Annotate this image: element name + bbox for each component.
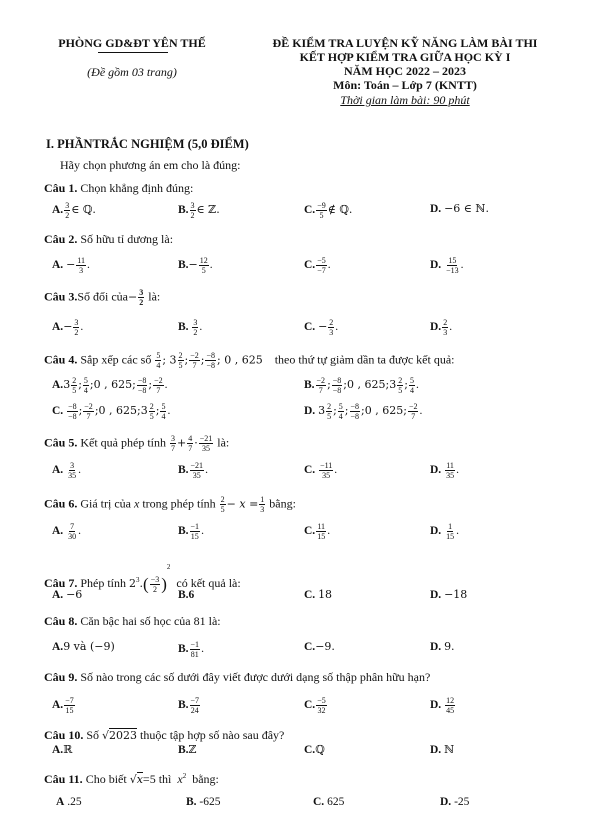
q10-option-a[interactable]: A.ℝ — [52, 743, 73, 756]
q2-option-c[interactable]: C. $\frac{-5}{-7}$ . — [304, 256, 331, 275]
q8-option-c[interactable]: C.−9. — [304, 640, 335, 653]
q6-option-b[interactable]: B. $\frac{-1}{15}$ . — [178, 522, 204, 541]
exam-time: Thời gian làm bài: 90 phút — [340, 93, 470, 107]
q7-option-a[interactable]: A. −6 — [52, 588, 83, 601]
q9-option-d[interactable]: D. $\frac{12}{45}$ — [430, 696, 455, 715]
question-7: Câu 7. Phép tính $2^3$.( $\frac{-3}{2}$ )$^2$ có kết quả là: — [44, 563, 241, 594]
question-text: Chọn khẳng định đúng: — [80, 181, 194, 195]
q11-option-d[interactable]: D. -25 — [440, 796, 470, 808]
question-10: Câu 10. Số √2023 thuộc tập hợp số nào sau đây? — [44, 728, 285, 742]
q7-option-b[interactable]: B.6 — [178, 589, 195, 601]
q11-option-c[interactable]: C. 625 — [313, 796, 345, 808]
q6-option-c[interactable]: C. $\frac{11}{15}$ . — [304, 522, 331, 541]
q1-option-d[interactable]: D. −6 ∈ ℕ. — [430, 202, 489, 215]
q11-option-a[interactable]: A .25 — [56, 796, 82, 808]
q3-option-b[interactable]: B. $\frac{3}{2}$ . — [178, 318, 203, 337]
q5-option-d[interactable]: D. $\frac{11}{35}$ . — [430, 461, 459, 480]
question-1 — [44, 181, 193, 195]
question-6: Câu 6. Giá trị của x trong phép tính $\frac{2}{5}$ − x = $\frac{1}{3}$ bằng: — [44, 495, 296, 514]
org-underline — [98, 52, 168, 53]
q5-option-c[interactable]: C. $\frac{-11}{35}$ . — [304, 461, 338, 480]
exam-title-1: ĐỀ KIỂM TRA LUYỆN KỸ NĂNG LÀM BÀI THI — [272, 36, 538, 50]
question-5: Câu 5. Kết quả phép tính $\frac{3}{7}$ + $\frac{4}{7}$ · $\frac{-21}{35}$ là: — [44, 434, 230, 453]
exam-subject: Môn: Toán – Lớp 7 (KNTT) — [333, 78, 477, 92]
question-9: Câu 9. Số nào trong các số dưới đây viết được dưới dạng số thập phân hữu hạn? — [44, 670, 431, 684]
q10-option-b[interactable]: B.ℤ — [178, 743, 197, 756]
q1-option-b[interactable]: B. $\frac{3}{2}$ ∈ ℤ. — [178, 201, 220, 220]
q9-option-b[interactable]: B. $\frac{-7}{24}$ — [178, 696, 200, 715]
question-11: Câu 11. Cho biết √x=5 thì $x^2$ bằng: — [44, 772, 219, 786]
q9-option-a[interactable]: A. $\frac{-7}{15}$ — [52, 696, 74, 715]
q3-option-a[interactable]: A.− $\frac{3}{2}$ . — [52, 318, 84, 337]
q7-option-c[interactable]: C. 18 — [304, 588, 333, 601]
q5-option-b[interactable]: B. $\frac{-21}{35}$ . — [178, 461, 208, 480]
org-name: PHÒNG GD&ĐT YÊN THẾ — [58, 36, 206, 50]
exam-year: NĂM HỌC 2022 – 2023 — [344, 64, 466, 78]
q9-option-c[interactable]: C. $\frac{-5}{32}$ — [304, 696, 326, 715]
q2-option-a[interactable]: A. − $\frac{11}{3}$ . — [52, 256, 90, 275]
section-instruction: Hãy chọn phương án em cho là đúng: — [60, 158, 241, 172]
q4-option-c[interactable]: C. $\frac{-8}{-8}$ ; $\frac{-2}{7}$ ;0 , 625;3 $\frac{2}{5}$ ; $\frac{5}{4}$ . — [52, 402, 171, 421]
question-8: Câu 8. Căn bậc hai số học của 81 là: — [44, 614, 221, 628]
q8-option-b[interactable]: B. $\frac{-1}{81}$ . — [178, 640, 204, 659]
question-3: Câu 3.Số đối của− $\frac{3}{2}$ là: — [44, 288, 161, 307]
q1-option-a[interactable]: A. $\frac{3}{2}$ ∈ ℚ. — [52, 201, 96, 220]
q5-option-a[interactable]: A. $\frac{3}{35}$ . — [52, 461, 81, 480]
q4-option-d[interactable]: D. 3 $\frac{2}{5}$ ; $\frac{5}{4}$ ; $\frac{-8}{-8}$ ;0 , 625; $\frac{-2}{7}$ . — [304, 402, 423, 421]
q2-option-b[interactable]: B.− $\frac{12}{5}$ . — [178, 256, 213, 275]
q6-option-a[interactable]: A. $\frac{7}{30}$ . — [52, 522, 81, 541]
section-title: I. PHẦNTRẮC NGHIỆM (5,0 ĐIỂM) — [46, 137, 249, 151]
pages-note: (Đề gồm 03 trang) — [87, 65, 177, 79]
q7-option-d[interactable]: D. −18 — [430, 588, 468, 601]
q1-option-c[interactable]: C. $\frac{-9}{5}$ ∉ ℚ. — [304, 201, 353, 220]
q10-option-c[interactable]: C.ℚ — [304, 743, 325, 756]
q4-option-a[interactable]: A.3 $\frac{2}{5}$ ; $\frac{5}{4}$ ;0 , 625; $\frac{-8}{-8}$ ; $\frac{-2}{7}$ . — [52, 376, 168, 395]
q8-option-d[interactable]: D. 9. — [430, 640, 455, 653]
q6-option-d[interactable]: D. $\frac{1}{15}$ . — [430, 522, 459, 541]
q11-option-b[interactable]: B. -625 — [186, 796, 221, 808]
question-label: Câu 1. — [44, 181, 78, 195]
q8-option-a[interactable]: A.9 và (−9) — [52, 640, 115, 653]
question-2: Câu 2. Số hữu tỉ dương là: — [44, 232, 174, 246]
q2-option-d[interactable]: D. $\frac{15}{-13}$ . — [430, 256, 464, 275]
q3-option-c[interactable]: C. − $\frac{2}{3}$ . — [304, 318, 339, 337]
q3-option-d[interactable]: D. $\frac{2}{3}$ . — [430, 318, 453, 337]
q10-option-d[interactable]: D. ℕ — [430, 743, 455, 756]
exam-title-2: KẾT HỢP KIỂM TRA GIỮA HỌC KỲ I — [299, 50, 511, 64]
q4-option-b[interactable]: B. $\frac{-2}{7}$ ; $\frac{-8}{-8}$ ;0 , 625;3 $\frac{2}{5}$ ; $\frac{5}{4}$ . — [304, 376, 419, 395]
question-4: Câu 4. Sắp xếp các số $\frac{5}{4}$ ; 3 $\frac{2}{5}$ ; $\frac{-2}{7}$ ; $\frac{-8}{-8}$ ; 0 , 625 theo thứ tự giảm dần ta được kết quả: — [44, 351, 455, 370]
